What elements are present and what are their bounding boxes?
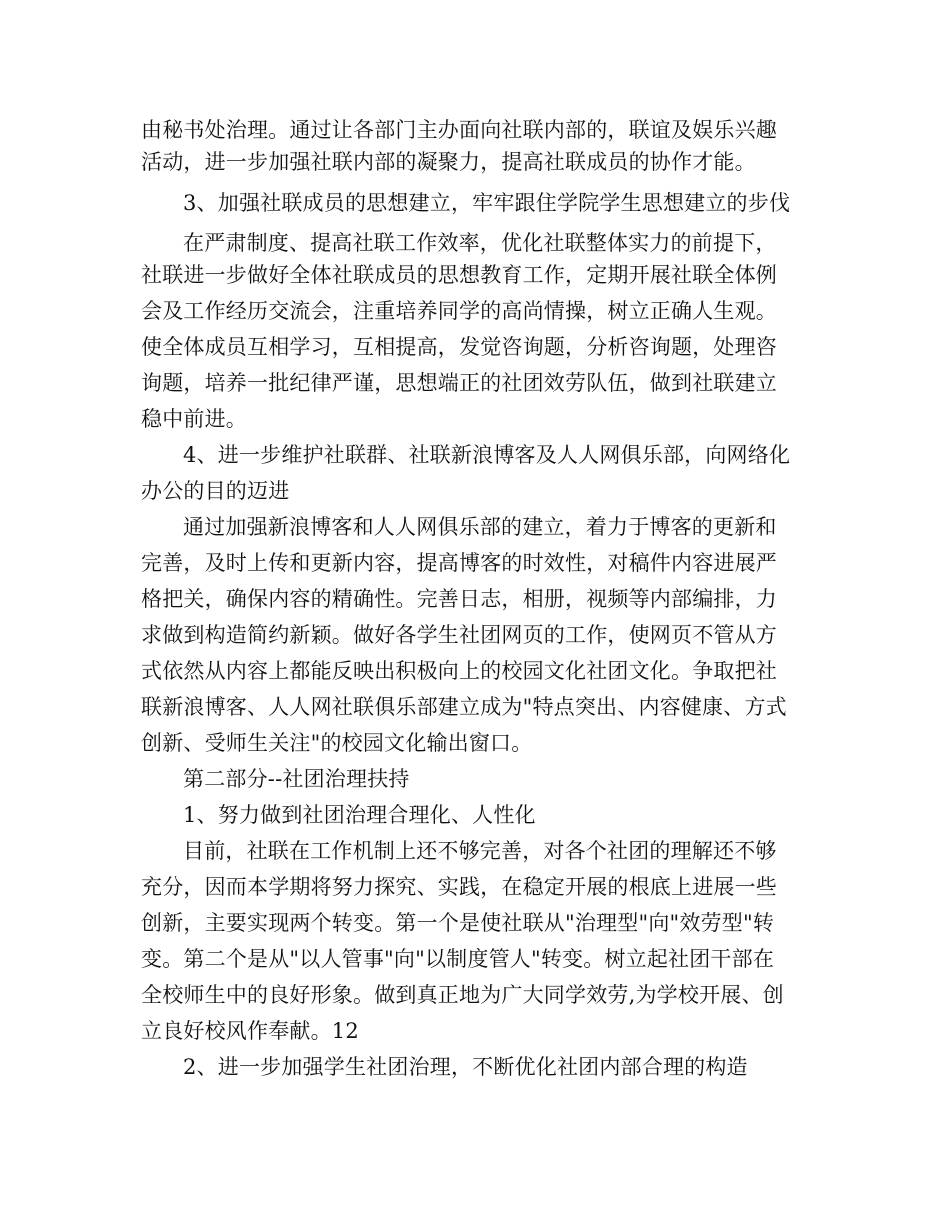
paragraph-line: 社联进一步做好全体社联成员的思想教育工作，定期开展社联全体例 (141, 263, 777, 287)
section-heading-continued: 办公的目的迈进 (141, 479, 290, 503)
paragraph-line: 变。第二个是从"以人管事"向"以制度管人"转变。树立起社团干部在 (141, 947, 775, 971)
paragraph-line: 使全体成员互相学习，互相提高，发觉咨询题，分析咨询题，处理咨 (141, 335, 777, 359)
paragraph-line: 联新浪博客、人人网社联俱乐部建立成为"特点突出、内容健康、方式 (141, 695, 787, 719)
paragraph-line: 通过加强新浪博客和人人网俱乐部的建立，着力于博客的更新和 (183, 515, 777, 539)
paragraph-line: 创新，主要实现两个转变。第一个是使社联从"治理型"向"效劳型"转 (141, 911, 775, 935)
paragraph-line: 由秘书处治理。通过让各部门主办面向社联内部的，联谊及娱乐兴趣 (141, 118, 777, 142)
paragraph-line: 稳中前进。 (141, 407, 247, 431)
paragraph-line: 在严肃制度、提高社联工作效率，优化社联整体实力的前提下， (183, 231, 777, 255)
paragraph-line: 立良好校风作奉献。12 (141, 1019, 359, 1043)
paragraph-line: 充分，因而本学期将努力探究、实践，在稳定开展的根底上进展一些 (141, 875, 777, 899)
paragraph-line: 询题，培养一批纪律严谨，思想端正的社团效劳队伍，做到社联建立 (141, 371, 777, 395)
section-heading: 1、努力做到社团治理合理化、人性化 (183, 803, 536, 827)
paragraph-line: 式依然从内容上都能反映出积极向上的校园文化社团文化。争取把社 (141, 659, 777, 683)
paragraph-line: 会及工作经历交流会，注重培养同学的高尚情操，树立正确人生观。 (141, 299, 777, 323)
paragraph-line: 目前，社联在工作机制上还不够完善，对各个社团的理解还不够 (183, 839, 777, 863)
paragraph-line: 创新、受师生关注"的校园文化输出窗口。 (141, 731, 533, 755)
paragraph-line: 活动，进一步加强社联内部的凝聚力，提高社联成员的协作才能。 (141, 150, 756, 174)
section-heading: 4、进一步维护社联群、社联新浪博客及人人网俱乐部，向网络化 (183, 443, 791, 467)
section-heading: 3、加强社联成员的思想建立，牢牢跟住学院学生思想建立的步伐 (183, 191, 791, 215)
paragraph-line: 格把关，确保内容的精确性。完善日志，相册，视频等内部编排，力 (141, 587, 777, 611)
part-heading: 第二部分--社团治理扶持 (183, 767, 410, 791)
paragraph-line: 全校师生中的良好形象。做到真正地为广大同学效劳,为学校开展、创 (141, 983, 784, 1007)
section-heading: 2、进一步加强学生社团治理，不断优化社团内部合理的构造 (183, 1055, 748, 1079)
paragraph-line: 完善，及时上传和更新内容，提高博客的时效性，对稿件内容进展严 (141, 551, 777, 575)
paragraph-line: 求做到构造简约新颖。做好各学生社团网页的工作，使网页不管从方 (141, 623, 777, 647)
